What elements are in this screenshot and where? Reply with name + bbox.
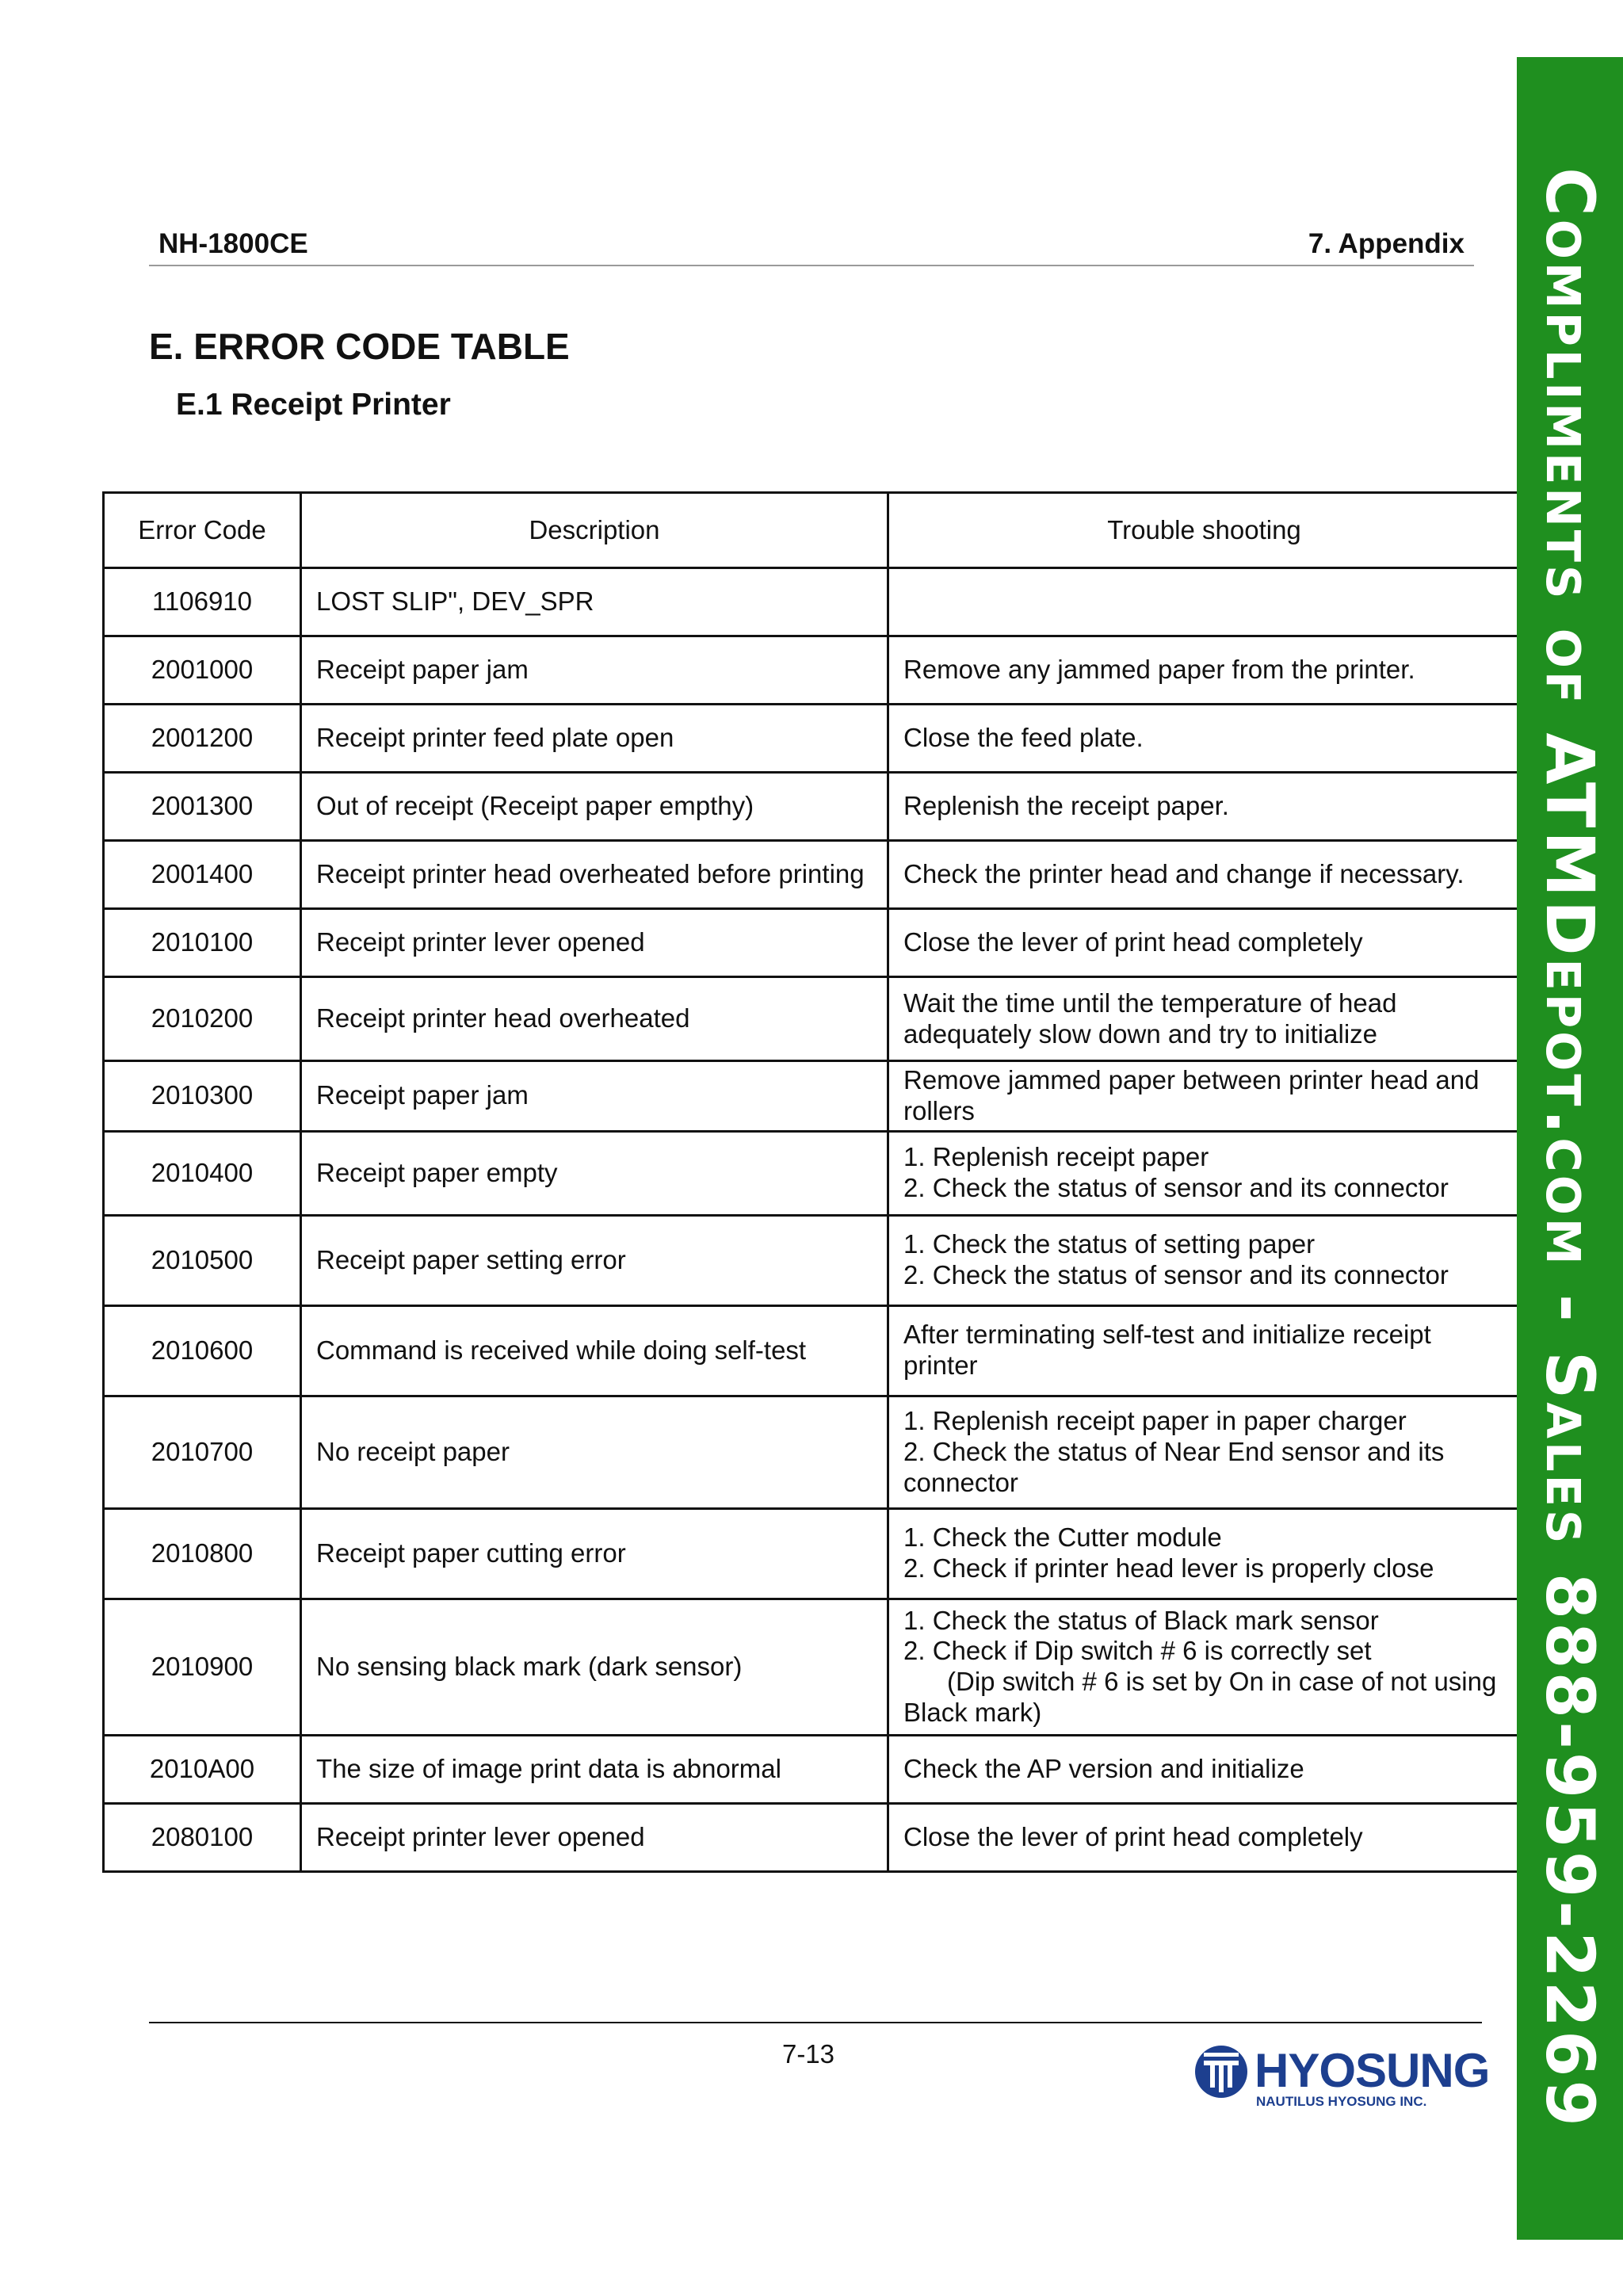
- hyosung-logo: [1193, 2043, 1490, 2111]
- error-code-cell: 2010700: [104, 1396, 301, 1508]
- error-code-cell: 2010900: [104, 1599, 301, 1735]
- troubleshooting-cell: Close the lever of print head completely: [888, 909, 1521, 977]
- sidebar-text: Compliments of ATMDepot.com - Sales 888-959-2269: [1531, 167, 1609, 2130]
- header-chapter: 7. Appendix: [1308, 228, 1465, 259]
- description-cell: Receipt paper cutting error: [301, 1508, 888, 1599]
- error-code-cell: 2010800: [104, 1508, 301, 1599]
- subsection-title: E.1 Receipt Printer: [176, 388, 451, 422]
- description-cell: Command is received while doing self-test: [301, 1305, 888, 1396]
- table-row: [104, 773, 1521, 841]
- error-code-cell: 2001300: [104, 773, 301, 841]
- troubleshooting-cell: Close the lever of print head completely: [888, 1803, 1521, 1871]
- error-code-cell: 2001400: [104, 841, 301, 909]
- error-code-table: [102, 491, 1522, 1873]
- table-row: [104, 977, 1521, 1061]
- table-row: [104, 1803, 1521, 1871]
- hyosung-emblem-icon: [1193, 2043, 1250, 2100]
- table-row: [104, 568, 1521, 636]
- troubleshooting-cell: Check the AP version and initialize: [888, 1735, 1521, 1803]
- section-title: E. ERROR CODE TABLE: [149, 326, 570, 367]
- troubleshooting-cell: Remove jammed paper between printer head and rollers: [888, 1061, 1521, 1132]
- troubleshooting-cell: 1. Replenish receipt paper in paper charger 2. Check the status of Near End sensor and its connector: [888, 1396, 1521, 1508]
- header-description: Description: [301, 493, 888, 568]
- error-code-cell: 2001000: [104, 636, 301, 705]
- description-cell: The size of image print data is abnormal: [301, 1735, 888, 1803]
- error-code-cell: 2001200: [104, 705, 301, 773]
- promo-sidebar: [1517, 57, 1623, 2240]
- description-cell: Receipt paper empty: [301, 1131, 888, 1215]
- error-code-cell: 2080100: [104, 1803, 301, 1871]
- troubleshooting-cell: Close the feed plate.: [888, 705, 1521, 773]
- description-cell: Receipt paper jam: [301, 636, 888, 705]
- error-code-cell: 2010500: [104, 1215, 301, 1305]
- header-error-code: Error Code: [104, 493, 301, 568]
- logo-name: HYOSUNG: [1254, 2044, 1490, 2097]
- troubleshooting-cell: After terminating self-test and initialize receipt printer: [888, 1305, 1521, 1396]
- table-row: [104, 1735, 1521, 1803]
- page-number: 7-13: [781, 2039, 835, 2069]
- table-row: [104, 1061, 1521, 1132]
- footer-divider: [149, 2022, 1482, 2023]
- description-cell: Receipt printer lever opened: [301, 1803, 888, 1871]
- error-code-cell: 2010200: [104, 977, 301, 1061]
- troubleshooting-cell: Wait the time until the temperature of head adequately slow down and try to initialize: [888, 977, 1521, 1061]
- header-trouble-shooting: Trouble shooting: [888, 493, 1521, 568]
- troubleshooting-cell: Remove any jammed paper from the printer.: [888, 636, 1521, 705]
- table-body: [104, 568, 1521, 1872]
- header-model: NH-1800CE: [158, 228, 308, 259]
- description-cell: Receipt paper setting error: [301, 1215, 888, 1305]
- troubleshooting-cell: 1. Check the status of setting paper 2. Check the status of sensor and its connector: [888, 1215, 1521, 1305]
- table-row: [104, 705, 1521, 773]
- troubleshooting-cell: Check the printer head and change if necessary.: [888, 841, 1521, 909]
- error-code-cell: 2010600: [104, 1305, 301, 1396]
- troubleshooting-cell: 1. Check the status of Black mark sensor 2. Check if Dip switch # 6 is correctly set (Dip switch # 6 is set by On in case of not using Black mark): [888, 1599, 1521, 1735]
- description-cell: Receipt printer lever opened: [301, 909, 888, 977]
- troubleshooting-cell: 1. Check the Cutter module 2. Check if printer head lever is properly close: [888, 1508, 1521, 1599]
- table-row: [104, 1215, 1521, 1305]
- logo-subtitle: NAUTILUS HYOSUNG INC.: [1256, 2094, 1427, 2109]
- table-row: [104, 1599, 1521, 1735]
- description-cell: Receipt printer head overheated: [301, 977, 888, 1061]
- description-cell: No receipt paper: [301, 1396, 888, 1508]
- troubleshooting-cell: Replenish the receipt paper.: [888, 773, 1521, 841]
- table-row: [104, 1131, 1521, 1215]
- troubleshooting-cell: 1. Replenish receipt paper 2. Check the status of sensor and its connector: [888, 1131, 1521, 1215]
- description-cell: Out of receipt (Receipt paper empthy): [301, 773, 888, 841]
- description-cell: Receipt printer head overheated before printing: [301, 841, 888, 909]
- description-cell: No sensing black mark (dark sensor): [301, 1599, 888, 1735]
- table-header-row: [104, 493, 1521, 568]
- description-cell: Receipt paper jam: [301, 1061, 888, 1132]
- table-row: [104, 1305, 1521, 1396]
- error-code-cell: 2010A00: [104, 1735, 301, 1803]
- description-cell: Receipt printer feed plate open: [301, 705, 888, 773]
- error-code-cell: 2010400: [104, 1131, 301, 1215]
- table-row: [104, 1508, 1521, 1599]
- table-row: [104, 1396, 1521, 1508]
- description-cell: LOST SLIP", DEV_SPR: [301, 568, 888, 636]
- error-code-cell: 2010100: [104, 909, 301, 977]
- error-code-cell: 1106910: [104, 568, 301, 636]
- table-row: [104, 636, 1521, 705]
- error-code-cell: 2010300: [104, 1061, 301, 1132]
- table-row: [104, 841, 1521, 909]
- table-row: [104, 909, 1521, 977]
- page-header: [149, 223, 1474, 266]
- troubleshooting-cell: [888, 568, 1521, 636]
